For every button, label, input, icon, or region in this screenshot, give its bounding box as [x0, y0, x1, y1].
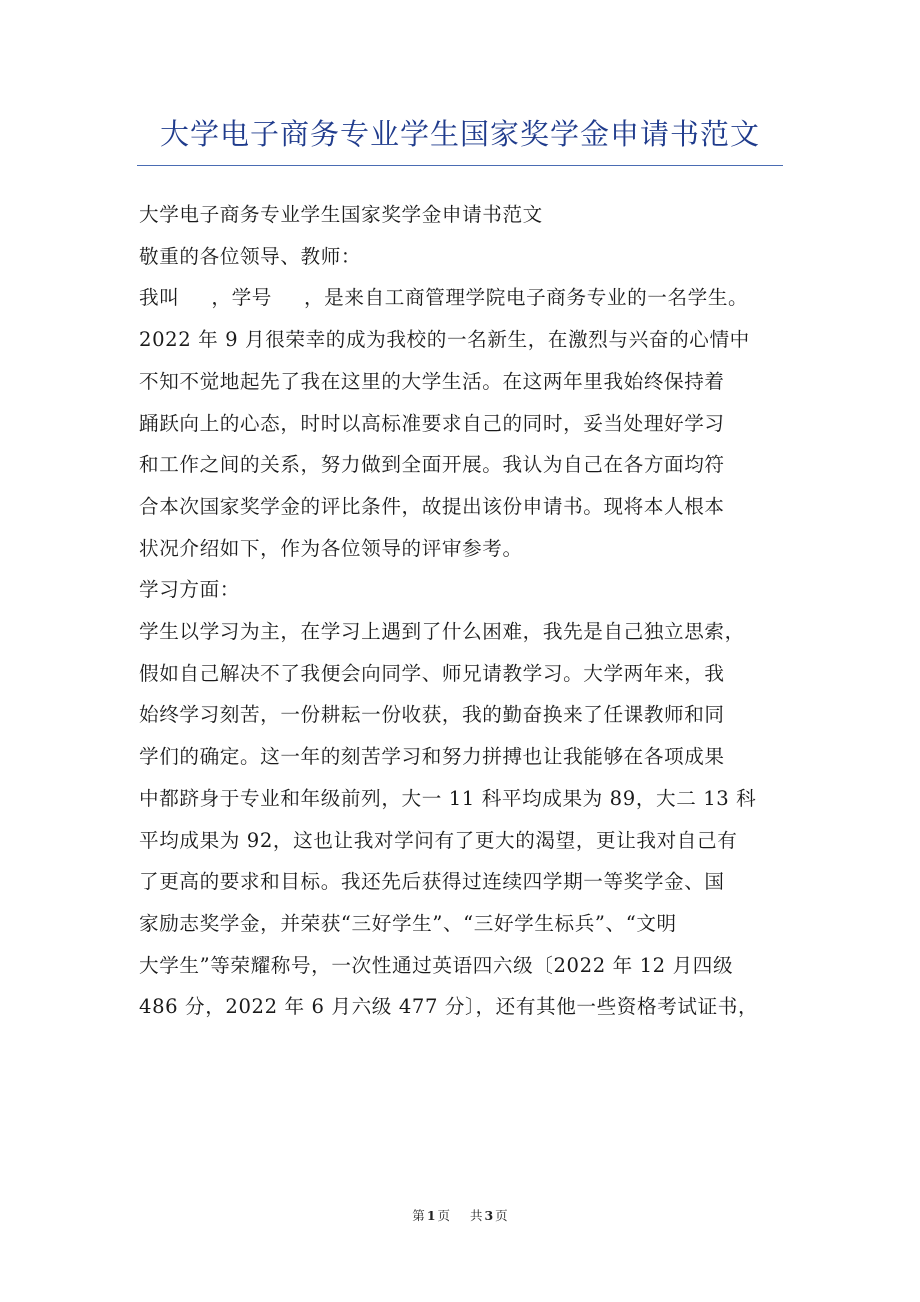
body-line: 敬重的各位领导、教师： [139, 244, 362, 268]
body-line-intro [139, 277, 785, 319]
title-underline [137, 165, 783, 166]
body-line: 始终学习刻苦，一份耕耘一份收获，我的勤奋换来了任课教师和同 [139, 703, 725, 727]
body-line: 中都跻身于专业和年级前列，大一 11 科平均成果为 89，大二 13 科 [139, 786, 757, 810]
body-line: 状况介绍如下，作为各位领导的评审参考。 [139, 536, 523, 560]
section-heading: 学习方面： [139, 578, 240, 602]
body-line: 学生以学习为主，在学习上遇到了什么困难，我先是自己独立思索， [139, 620, 745, 644]
intro-part-name: 我叫 [139, 286, 180, 310]
intro-part-id: ，学号 [211, 286, 272, 310]
page-footer [0, 1206, 920, 1226]
body-line: 踊跃向上的心态，时时以高标准要求自己的同时，妥当处理好学习 [139, 411, 725, 435]
body-line: 合本次国家奖学金的评比条件，故提出该份申请书。现将本人根本 [139, 494, 725, 518]
body-line: 486 分，2022 年 6 月六级 477 分〕，还有其他一些资格考试证书， [139, 995, 759, 1019]
page-label: 第 [412, 1208, 425, 1223]
page-indicator [410, 1208, 452, 1223]
body-line: 学们的确定。这一年的刻苦学习和努力拼搏也让我能够在各项成果 [139, 745, 725, 769]
page-number: 1 [426, 1208, 436, 1223]
body-line: 大学生”等荣耀称号，一次性通过英语四六级〔2022 年 12 月四级 [139, 953, 734, 977]
body-line: 假如自己解决不了我便会向同学、师兄请教学习。大学两年来，我 [139, 661, 725, 685]
body-line: 2022 年 9 月很荣幸的成为我校的一名新生，在激烈与兴奋的心情中 [139, 328, 750, 352]
document-body [139, 194, 785, 1028]
body-line: 大学电子商务专业学生国家奖学金申请书范文 [139, 203, 543, 226]
body-line: 不知不觉地起先了我在这里的大学生活。在这两年里我始终保持着 [139, 369, 725, 393]
document-title: 大学电子商务专业学生国家奖学金申请书范文 [159, 117, 760, 151]
body-line: 了更高的要求和目标。我还先后获得过连续四学期一等奖学金、国 [139, 870, 725, 894]
page-unit: 页 [437, 1208, 451, 1223]
total-unit: 页 [495, 1208, 508, 1223]
intro-part-rest: ，是来自工商管理学院电子商务专业的一名学生。 [303, 286, 749, 310]
body-line: 家励志奖学金，并荣获“三好学生”、“三好学生标兵”、“文明 [139, 911, 677, 935]
body-line: 和工作之间的关系，努力做到全面开展。我认为自己在各方面均符 [139, 453, 725, 477]
total-number: 3 [484, 1208, 494, 1223]
body-line: 平均成果为 92，这也让我对学问有了更大的渴望，更让我对自己有 [139, 828, 738, 852]
total-label: 共 [469, 1208, 483, 1223]
total-pages-indicator [468, 1208, 510, 1223]
